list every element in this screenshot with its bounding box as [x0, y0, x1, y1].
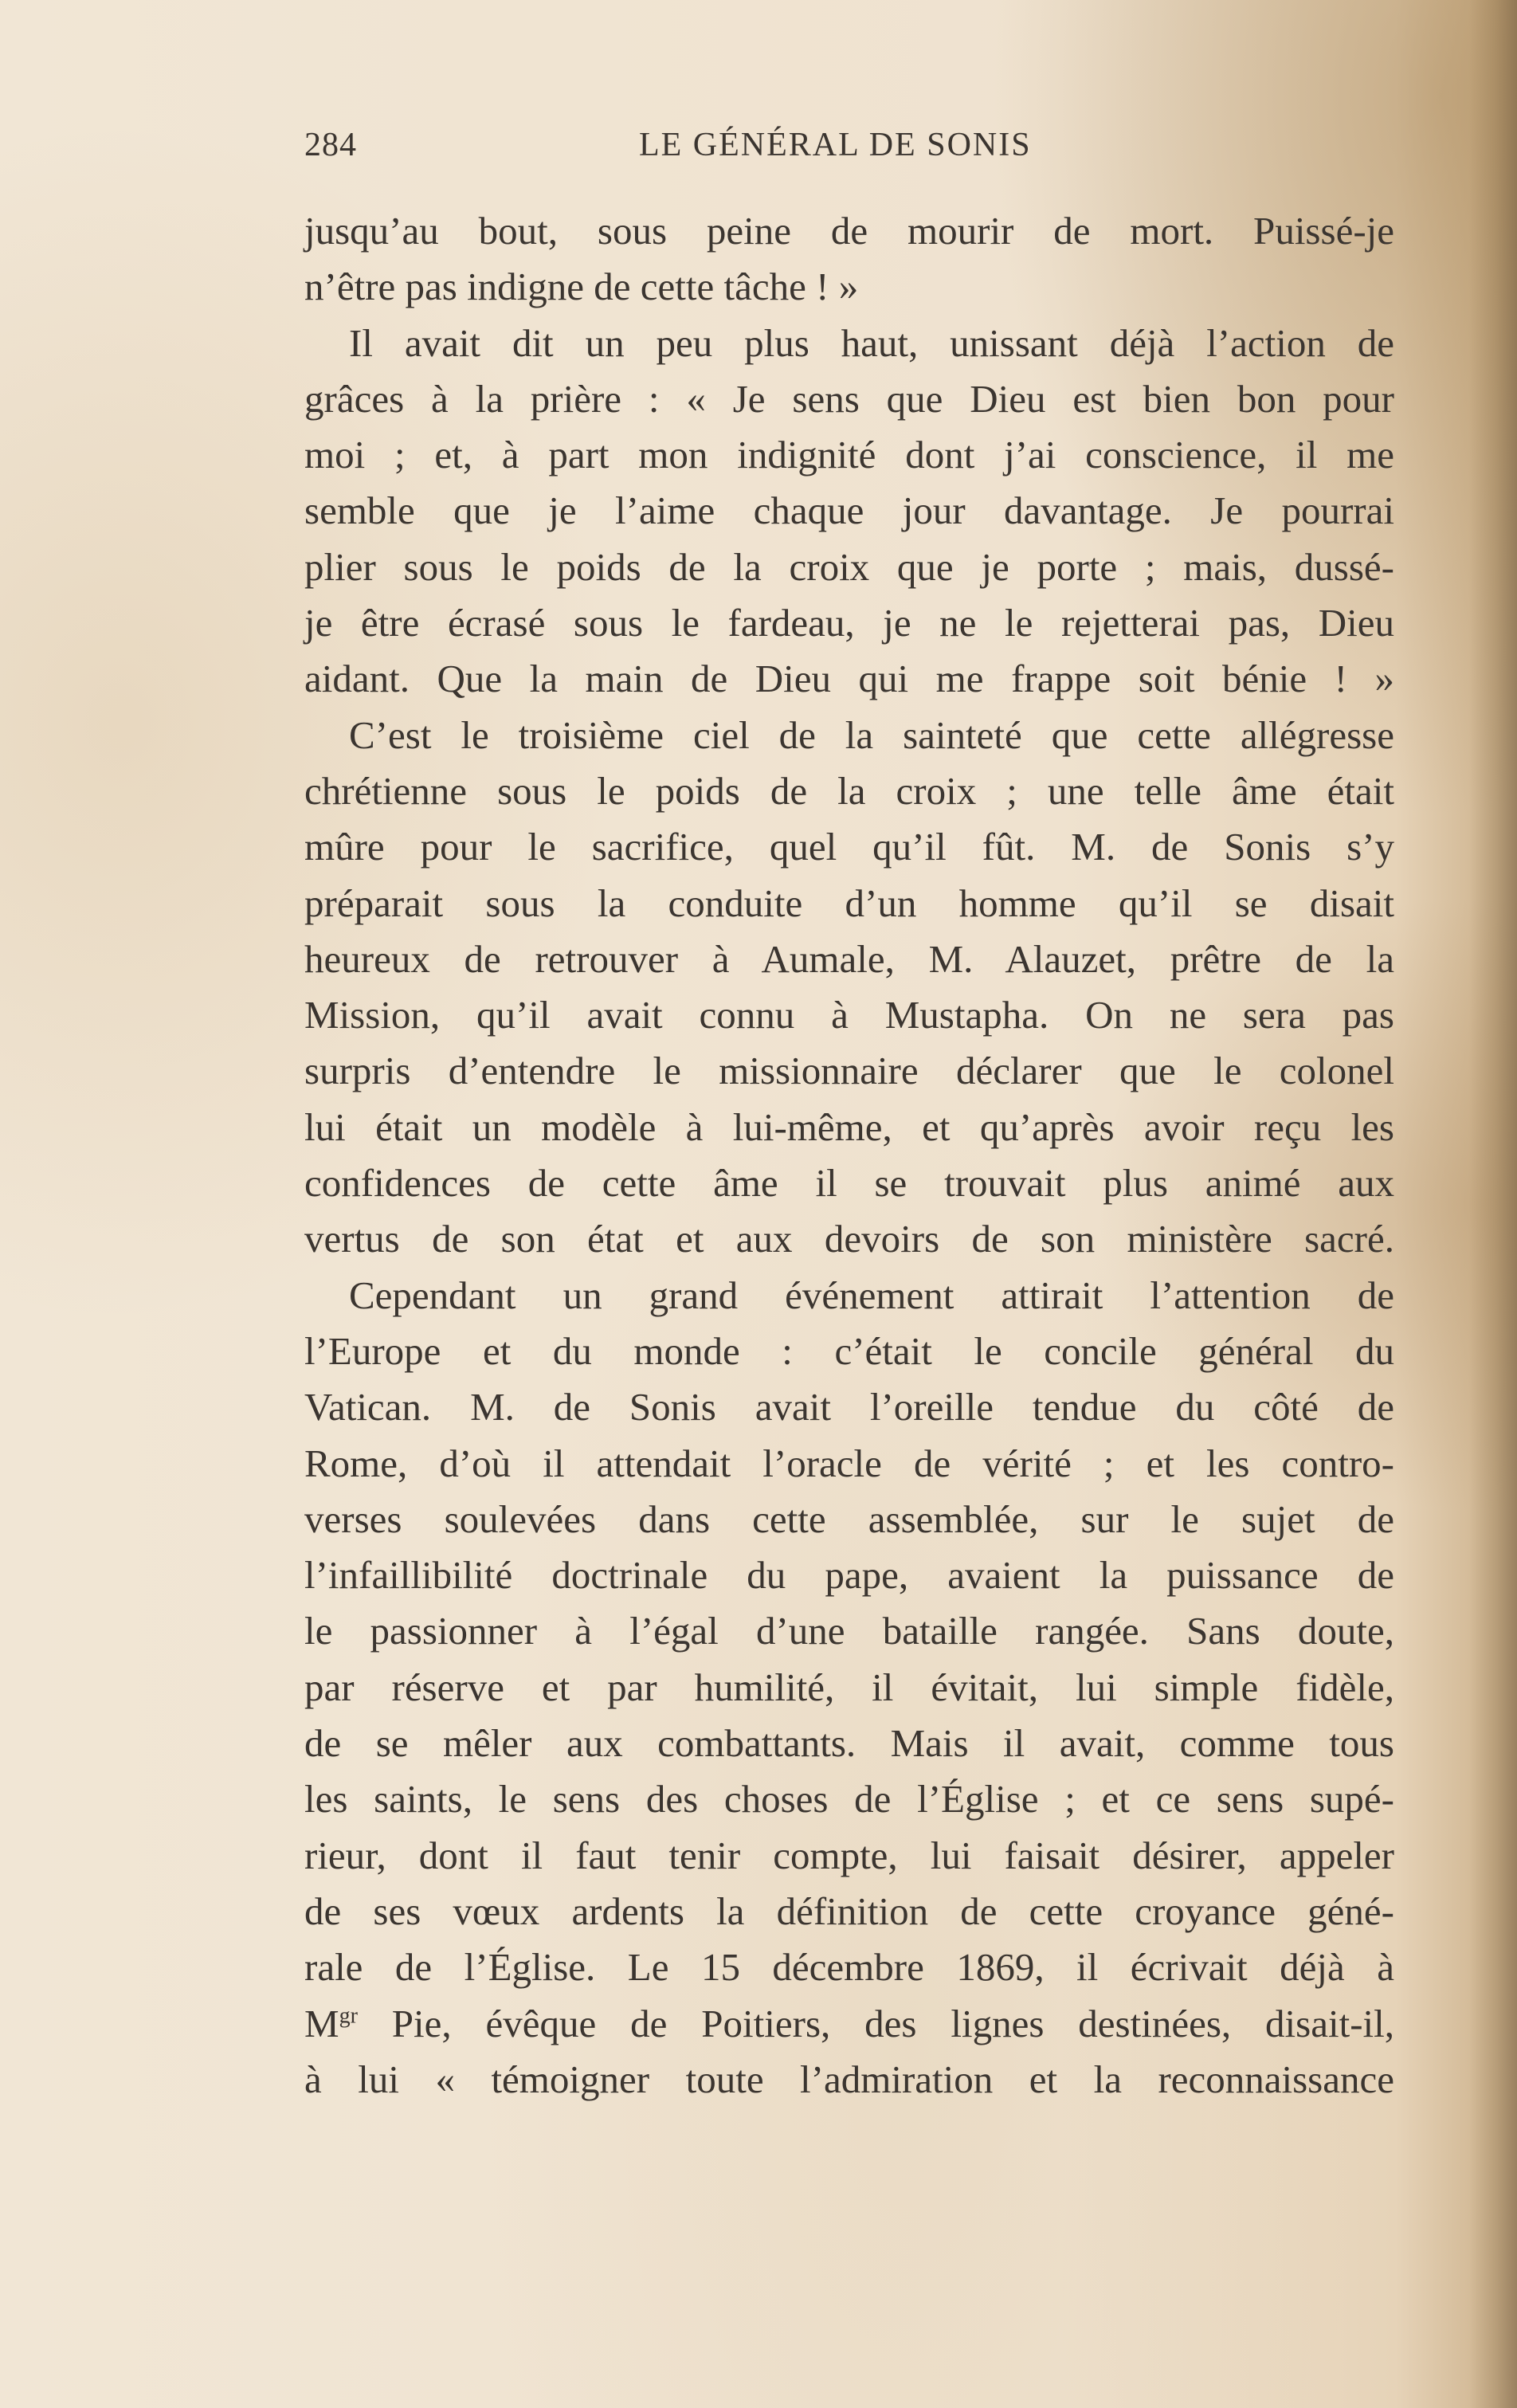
text-line: lui était un modèle à lui-même, et qu’après avoir reçu les — [304, 1104, 1394, 1149]
text-line: les saints, le sens des choses de l’Église ; et ce sens supé- — [304, 1777, 1394, 1822]
paragraph-start-line: C’est le troisième ciel de la sainteté que cette allégresse — [349, 712, 1394, 757]
text-line-last: à lui « témoigner toute l’admiration et la reconnaissance — [304, 2057, 1394, 2101]
text-line-monseigneur — [304, 1996, 1394, 2052]
text-line: je être écrasé sous le fardeau, je ne le rejetterai pas, Dieu — [304, 601, 1394, 645]
running-title: LE GÉNÉRAL DE SONIS — [639, 127, 1032, 163]
text-line: préparait sous la conduite d’un homme qu’il se disait — [304, 880, 1394, 925]
text-line: grâces à la prière : « Je sens que Dieu est bien bon pour — [304, 376, 1394, 421]
text-line: l’Europe et du monde : c’était le concile général du — [304, 1328, 1394, 1373]
text-line: de ses vœux ardents la définition de cette croyance géné- — [304, 1888, 1394, 1933]
text-line: rale de l’Église. Le 15 décembre 1869, il écrivait déjà à — [304, 1945, 1394, 1990]
text-line: moi ; et, à part mon indignité dont j’ai conscience, il me — [304, 433, 1394, 477]
page-edge-shadow — [1469, 0, 1517, 2408]
text-line: aidant. Que la main de Dieu qui me frappe soit bénie ! » — [304, 657, 1394, 701]
monseigneur-line-rest: Pie, évêque de Poitiers, des lignes destinées, disait-il, — [357, 2001, 1394, 2045]
text-line: rieur, dont il faut tenir compte, lui faisait désirer, appeler — [304, 1833, 1394, 1877]
text-line: vertus de son état et aux devoirs de son ministère sacré. — [304, 1217, 1394, 1261]
text-line: heureux de retrouver à Aumale, M. Alauzet, prêtre de la — [304, 936, 1394, 981]
paragraph-start-line: Cependant un grand événement attirait l’attention de — [349, 1273, 1394, 1317]
text-line: surpris d’entendre le missionnaire déclarer que le colonel — [304, 1049, 1394, 1093]
body-text — [304, 203, 1394, 2108]
text-line: semble que je l’aime chaque jour davantage. Je pourrai — [304, 488, 1394, 533]
text-line: le passionner à l’égal d’une bataille rangée. Sans doute, — [304, 1609, 1394, 1653]
text-line: plier sous le poids de la croix que je porte ; mais, dussé- — [304, 544, 1394, 589]
text-line: l’infaillibilité doctrinale du pape, avaient la puissance de — [304, 1553, 1394, 1598]
page-number: 284 — [304, 127, 357, 163]
text-line: jusqu’au bout, sous peine de mourir de mort. Puissé-je — [304, 209, 1394, 253]
text-line: confidences de cette âme il se trouvait plus animé aux — [304, 1161, 1394, 1206]
running-header — [304, 126, 1393, 174]
text-line: Mission, qu’il avait connu à Mustapha. On ne sera pas — [304, 993, 1394, 1037]
paragraph-start-line: Il avait dit un peu plus haut, unissant déjà l’action de — [349, 320, 1394, 365]
text-line: par réserve et par humilité, il évitait, lui simple fidèle, — [304, 1665, 1394, 1709]
monseigneur-superscript: gr — [339, 2003, 358, 2029]
text-line: n’être pas indigne de cette tâche ! » — [304, 265, 859, 309]
text-line: de se mêler aux combattants. Mais il avait, comme tous — [304, 1721, 1394, 1766]
text-line: mûre pour le sacrifice, quel qu’il fût. M. de Sonis s’y — [304, 825, 1394, 869]
monseigneur-abbreviation: M — [304, 2001, 339, 2045]
text-line: Vatican. M. de Sonis avait l’oreille tendue du côté de — [304, 1385, 1394, 1430]
text-line: verses soulevées dans cette assemblée, sur le sujet de — [304, 1496, 1394, 1541]
text-line: chrétienne sous le poids de la croix ; une telle âme était — [304, 768, 1394, 813]
text-line: Rome, d’où il attendait l’oracle de vérité ; et les contro- — [304, 1441, 1394, 1485]
